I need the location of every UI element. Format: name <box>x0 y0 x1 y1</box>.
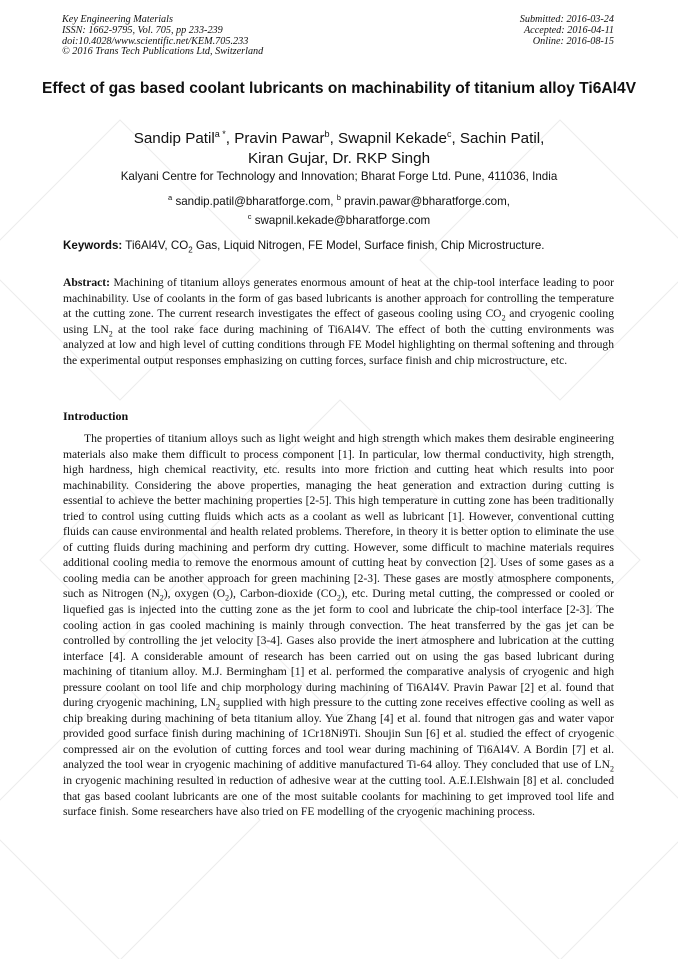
subscript: 2 <box>336 593 341 603</box>
subscript: 2 <box>215 702 220 712</box>
author-affil-mark: a * <box>214 129 226 139</box>
author-list: Sandip Patil$^{a *}$, Pravin Pawar$^b$, Swapnil Kekade$^c$, Sachin Patil, Kiran Gujar, Dr. RKP Singh <box>40 124 638 169</box>
author-name: Pravin Pawar <box>234 130 325 148</box>
doi: doi:10.4028/www.scientific.net/KEM.705.233 <box>62 35 249 47</box>
email-mark: a <box>168 193 173 202</box>
submitted-date: Submitted: 2016-03-24 <box>519 14 614 25</box>
paragraph-text: in cryogenic machining resulted in reduction of adhesive wear at the cutting tool. A.E.I.Elshwain [8] et al. concluded that gas based coolant lubricants are one of the most suitable coolants for machining to get improved tool life and surface finish. Some researchers have also tried on FE modelling of the cryogenic machining process. <box>63 774 614 819</box>
accepted-date: Accepted: 2016-04-11 <box>523 24 614 36</box>
subscript: 2 <box>225 593 230 603</box>
author-name: Sachin Patil, <box>459 130 545 148</box>
author-affil-mark: c <box>446 129 452 139</box>
online-date: Online: 2016-08-15 <box>532 35 614 47</box>
email-mark: c <box>247 211 252 221</box>
paper-title: Effect of gas based coolant lubricants on machinability of titanium alloy Ti6Al4V <box>41 80 637 97</box>
author-emails <box>40 190 638 228</box>
submission-dates <box>520 15 614 47</box>
abstract-label: Abstract: <box>63 276 111 289</box>
paragraph-text: supplied with high pressure to the cutting zone receives effective cooling as well as chip breaking during machining of beta titanium alloy. Yue Zhang [4] et al. found that nitrogen gas and water vapor provided good surface finish during machining of 1Cr18Ni9Ti. Shoujin Sun [6] et al. studied the effect of cryogenic compressed air on the evolution of cutting forces and tool wear during machining of Ti6Al4V. A Bordin [7] et al. analyzed the tool wear in cryogenic machining of additive manufactured Ti-64 alloy. They concluded that use of LN <box>63 696 614 772</box>
abstract-text: Machining of titanium alloys generates enormous amount of heat at the chip-tool interface leading to poor machinability. Use of coolants in the form of gas based lubricants is another approach for controlling the temperature at the cutting zone. The current research investigates the effect of gaseous cooling using CO <box>63 276 614 321</box>
email-link[interactable]: swapnil.kekade@bharatforge.com <box>254 213 431 227</box>
keywords-text: Gas, Liquid Nitrogen, FE Model, Surface finish, Chip Microstructure. <box>192 239 545 252</box>
email-mark: b <box>336 193 341 202</box>
paragraph-text: ), oxygen (O <box>163 587 226 601</box>
subscript: 2 <box>188 245 193 255</box>
abstract-text: at the tool rake face during machining of Ti6Al4V. The effect of both the cutting environments was analyzed at low and high level of cutting conditions through FE Model highlighting on thermal softening and through the experimental output responses emphasizing on cutting forces, surface finish and chip microstructure, etc. <box>63 322 614 367</box>
copyright: © 2016 Trans Tech Publications Ltd, Switzerland <box>62 46 264 58</box>
section-heading: Introduction <box>63 409 129 423</box>
journal-info <box>62 15 263 58</box>
issn-volume: ISSN: 1662-9795, Vol. 705, pp 233-239 <box>62 24 223 36</box>
paragraph-text: The properties of titanium alloys such as light weight and high strength which makes them desirable engineering materials also make them difficult to process component [1]. In particular, low thermal conductivity, high strength, high hardness, high chemical reactivity, etc. results into more friction and cutting heat which results into poor machinability. Considering the above properties, managing the heat generation and extraction during cutting is essential to achieve the better machining properties [2-5]. This high temperature in cutting zone has been traditionally tried to control using cutting fluids which acts as a coolant as well as lubricant [1]. However, conventional cutting fluids can cause environmental and health related problems. Therefore, in theory it is better option to eliminate the use of cutting fluids during machining and perform dry cutting. However, some difficult to machine materials requires additional cooling media to remove the enormous amount of cutting heat by convection [2]. Uses of some gases as a cooling media can be another approach for green machining [2-3]. These gases are mostly atmosphere components, such as Nitrogen (N <box>63 432 614 601</box>
email-link[interactable]: sandip.patil@bharatforge.com, <box>175 194 334 208</box>
paragraph-text: ), etc. During metal cutting, the compressed or cooled or liquefied gas is injected into the cutting zone as the jet form to cool and lubricate the chip-tool interface [2-3]. The cooling action in gas cooled machining is mainly through convection. The heat transferred by the gas jet can be controlled by controlling the jet velocity [3-4]. Gases also provide the inert atmosphere and lubrication at the cutting interface [4]. A considerable amount of research has been carried out on using the gas based lubricant during machining of titanium alloy. M.J. Bermingham [1] et al. performed the comparative analysis of cryogenic and high pressure coolant on tool life and chip morphology during machining of Ti6Al4V. Pravin Pawar [2] et al. found that during cryogenic machining, LN <box>63 587 614 710</box>
subscript: 2 <box>610 764 614 774</box>
introduction-paragraph <box>63 431 614 820</box>
author-name: Sandip Patil <box>133 130 215 148</box>
keywords-label: Keywords: <box>63 239 123 252</box>
subscript: 2 <box>108 328 113 338</box>
paragraph-text: ), Carbon-dioxide (CO <box>229 587 337 601</box>
subscript: 2 <box>501 313 506 323</box>
keywords <box>63 239 623 253</box>
author-line-2: Kiran Gujar, Dr. RKP Singh <box>247 150 431 168</box>
keywords-text: Ti6Al4V, CO <box>125 239 189 252</box>
abstract <box>63 275 614 368</box>
subscript: 2 <box>159 593 164 603</box>
affiliation: Kalyani Centre for Technology and Innovation; Bharat Forge Ltd. Pune, 411036, India <box>120 170 558 183</box>
email-link[interactable]: pravin.pawar@bharatforge.com, <box>344 194 510 208</box>
abstract-text: and cryogenic cooling using LN <box>63 307 615 336</box>
author-name: Swapnil Kekade <box>338 130 447 148</box>
author-affil-mark: b <box>324 129 330 139</box>
journal-name: Key Engineering Materials <box>62 14 173 25</box>
